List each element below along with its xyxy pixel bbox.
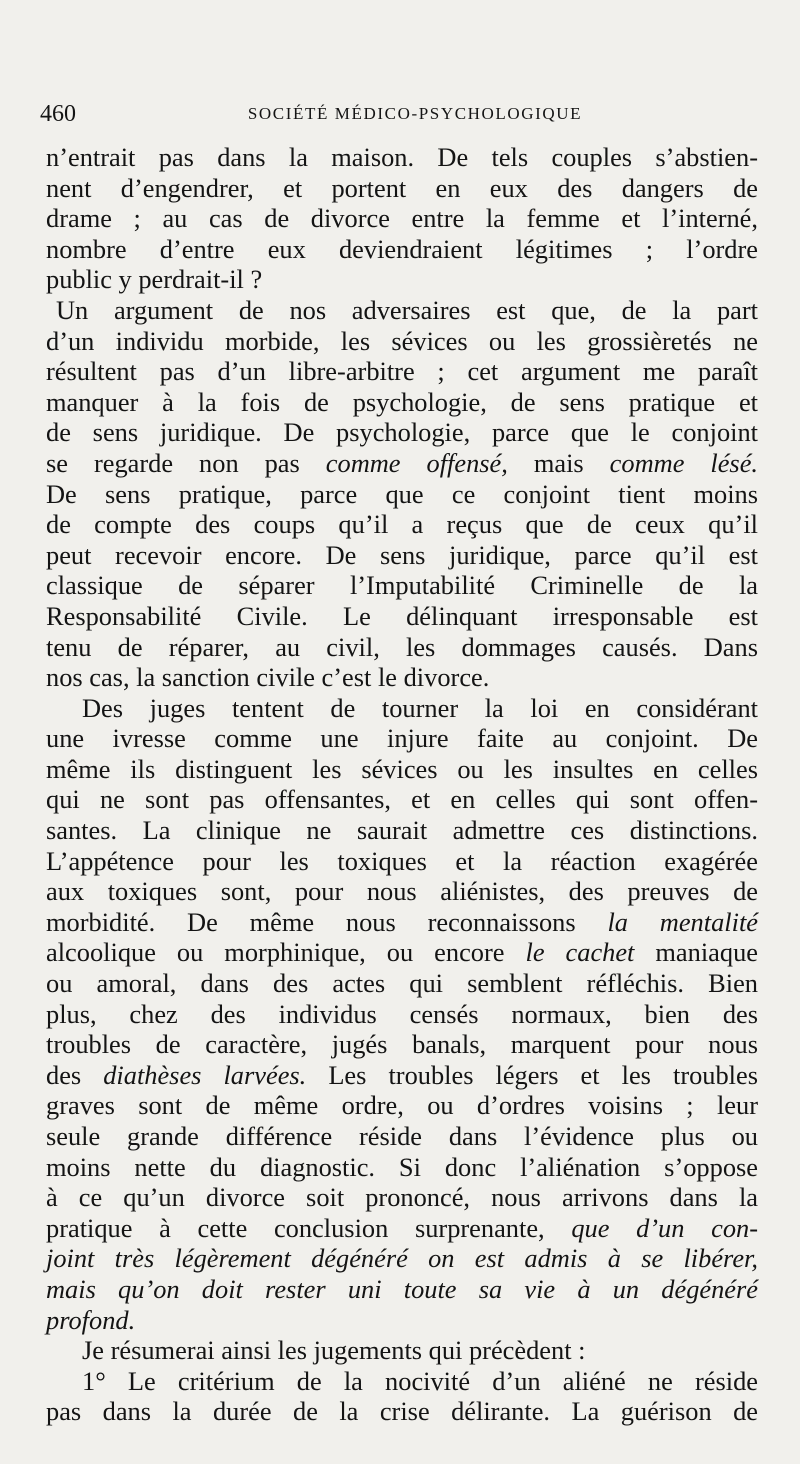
- text-run: public y perdrait-il ?: [46, 264, 263, 295]
- text-run: peut recevoir encore. De sens juridique, parce qu’il est: [46, 539, 758, 570]
- text-run: troubles de caractère, jugés banals, marquent pour nous: [46, 1029, 758, 1060]
- text-line: [46, 1213, 758, 1244]
- italic-text: mais qu’on doit rester uni toute sa vie à un dégénéré: [46, 1273, 758, 1304]
- text-line: [46, 1243, 758, 1274]
- text-line: [46, 203, 758, 234]
- text-run: plus, chez des individus censés normaux, bien des: [46, 998, 758, 1029]
- text-run: une ivresse comme une injure faite au conjoint. De: [46, 723, 758, 754]
- text-line: [46, 1152, 758, 1183]
- text-line: [46, 907, 758, 938]
- text-line: [46, 693, 758, 724]
- text-run: de sens juridique. De psychologie, parce que le conjoint: [46, 417, 758, 448]
- text-run: nos cas, la sanction civile c’est le divorce.: [46, 662, 490, 693]
- text-line: [46, 570, 758, 601]
- text-run: maniaque: [634, 937, 758, 968]
- text-line: [46, 479, 758, 510]
- text-run: alcoolique ou morphinique, ou encore: [46, 937, 526, 968]
- text-run: Je résumerai ainsi les jugements qui précèdent :: [82, 1335, 586, 1366]
- text-run: se regarde non pas: [46, 447, 326, 478]
- text-run: pas dans la durée de la crise délirante. La guérison de: [46, 1396, 758, 1427]
- italic-text: profond.: [46, 1304, 136, 1335]
- text-line: [46, 1305, 758, 1336]
- text-run: classique de séparer l’Imputabilité Criminelle de la: [46, 570, 758, 601]
- text-line: [46, 173, 758, 204]
- text-run: pratique à cette conclusion surprenante,: [46, 1212, 572, 1243]
- text-run: n’entrait pas dans la maison. De tels couples s’abstien-: [46, 142, 758, 172]
- paragraph: [46, 1335, 758, 1366]
- text-line: [46, 754, 758, 785]
- text-line: [46, 509, 758, 540]
- text-line: [46, 540, 758, 571]
- text-run: d’un individu morbide, les sévices ou les grossièretés ne: [46, 325, 758, 356]
- page-header: [40, 98, 760, 130]
- italic-text: joint très légèrement dégénéré on est admis à se libérer,: [46, 1243, 758, 1274]
- text-line: [46, 142, 758, 173]
- text-run: manquer à la fois de psychologie, de sens pratique et: [46, 386, 758, 417]
- italic-text: diathèses larvées.: [103, 1059, 307, 1090]
- text-run: à ce qu’un divorce soit prononcé, nous arrivons dans la: [46, 1182, 758, 1213]
- text-run: tenu de réparer, au civil, les dommages causés. Dans: [46, 631, 758, 662]
- text-line: [46, 601, 758, 632]
- text-line: [46, 876, 758, 907]
- italic-text: le cachet: [525, 937, 635, 968]
- text-run: résultent pas d’un libre-arbitre ; cet argument me paraît: [46, 356, 758, 387]
- text-line: [46, 1029, 758, 1060]
- paragraph: [46, 295, 758, 693]
- text-line: [46, 846, 758, 877]
- text-run: aux toxiques sont, pour nous aliénistes, des preuves de: [46, 876, 758, 907]
- text-run: 1° Le critérium de la nocivité d’un aliéné ne réside: [82, 1365, 758, 1396]
- text-line: [46, 662, 758, 693]
- text-line: [46, 1366, 758, 1397]
- text-line: [46, 417, 758, 448]
- text-run: qui ne sont pas offensantes, et en celles qui sont offen-: [46, 784, 758, 815]
- text-line: [46, 1396, 758, 1427]
- text-line: [46, 815, 758, 846]
- text-run: ou amoral, dans des actes qui semblent réfléchis. Bien: [46, 968, 758, 999]
- text-run: nombre d’entre eux deviendraient légitimes ; l’ordre: [46, 233, 758, 264]
- paragraph: [46, 693, 758, 1335]
- text-line: [46, 937, 758, 968]
- text-run: nent d’engendrer, et portent en eux des dangers de: [46, 172, 758, 203]
- italic-text: que d’un con-: [571, 1212, 758, 1243]
- text-run: L’appétence pour les toxiques et la réaction exagérée: [46, 845, 758, 876]
- text-run: drame ; au cas de divorce entre la femme et l’interné,: [46, 203, 758, 234]
- text-line: [46, 1060, 758, 1091]
- text-line: [46, 387, 758, 418]
- text-run: graves sont de même ordre, ou d’ordres voisins ; leur: [46, 1090, 758, 1121]
- text-line: [46, 1090, 758, 1121]
- running-head: SOCIÉTÉ MÉDICO-PSYCHOLOGIQUE: [247, 104, 583, 123]
- text-run: Des juges tentent de tourner la loi en considérant: [82, 692, 758, 723]
- text-run: moins nette du diagnostic. Si donc l’aliénation s’oppose: [46, 1151, 758, 1182]
- paragraph: [46, 1366, 758, 1427]
- text-line: [46, 784, 758, 815]
- text-run: de compte des coups qu’il a reçus que de ceux qu’il: [46, 509, 758, 540]
- text-line: [46, 999, 758, 1030]
- paragraph: [46, 142, 758, 295]
- text-line: [46, 448, 758, 479]
- text-line: [46, 1274, 758, 1305]
- text-run: Un argument de nos adversaires est que, de la part: [56, 294, 758, 325]
- text-run: Responsabilité Civile. Le délinquant irresponsable est: [46, 600, 758, 631]
- text-line: [46, 632, 758, 663]
- text-run: santes. La clinique ne saurait admettre ces distinctions.: [46, 815, 758, 846]
- italic-text: comme lésé.: [609, 447, 759, 478]
- italic-text: comme offensé,: [325, 447, 508, 478]
- page-number: 460: [40, 101, 76, 127]
- text-line: [46, 295, 758, 326]
- text-run: De sens pratique, parce que ce conjoint tient moins: [46, 478, 758, 509]
- text-line: [46, 234, 758, 265]
- text-line: [46, 356, 758, 387]
- text-run: morbidité. De même nous reconnaissons: [46, 906, 608, 937]
- text-run: même ils distinguent les sévices ou les insultes en celles: [46, 753, 758, 784]
- text-run: des: [46, 1059, 104, 1090]
- text-line: [46, 723, 758, 754]
- text-run: Les troubles légers et les troubles: [306, 1059, 759, 1090]
- text-line: [46, 1182, 758, 1213]
- italic-text: la mentalité: [607, 906, 758, 937]
- text-line: [46, 326, 758, 357]
- text-line: [46, 1335, 758, 1366]
- text-line: [46, 264, 758, 295]
- text-line: [46, 968, 758, 999]
- text-run: mais: [507, 447, 610, 478]
- text-line: [46, 1121, 758, 1152]
- body-text: [46, 142, 758, 1427]
- text-run: seule grande différence réside dans l’évidence plus ou: [46, 1121, 758, 1151]
